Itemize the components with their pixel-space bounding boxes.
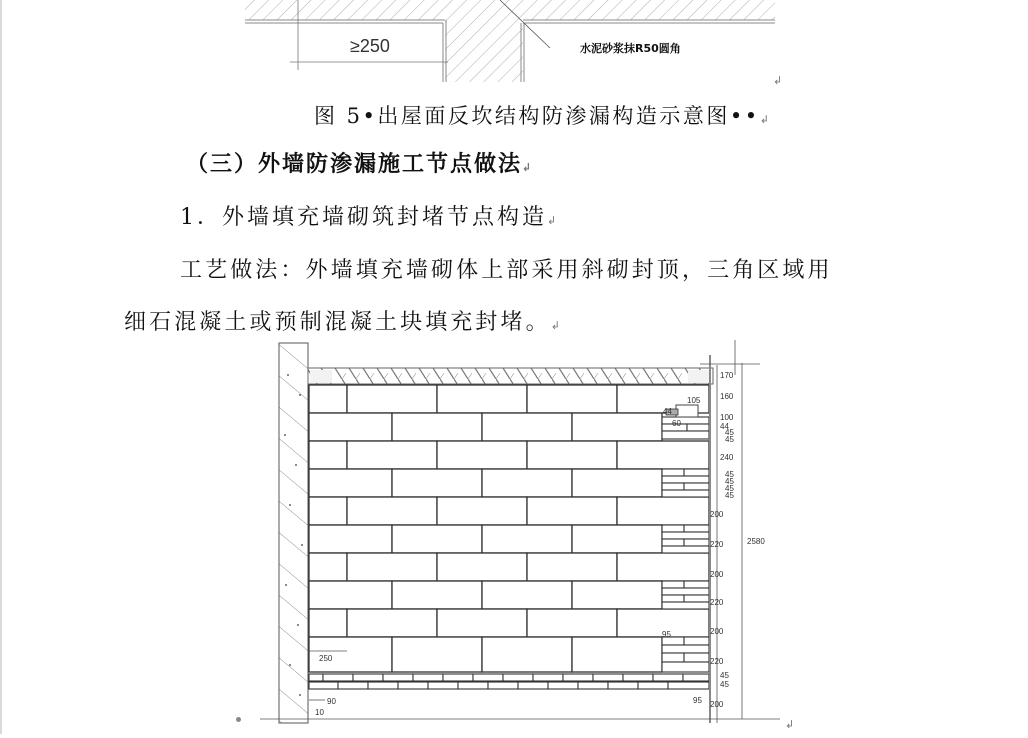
dim-label: 10: [315, 708, 324, 717]
dim-label: 45: [725, 484, 734, 493]
dim-label: 60: [672, 419, 681, 428]
dim-label: 45: [720, 671, 729, 680]
paragraph-mark: ↲: [547, 214, 560, 227]
dim-label: 200: [710, 700, 724, 709]
paragraph-text: 细石混凝土或预制混凝土块填充封堵。: [124, 310, 551, 335]
dim-label: 100: [720, 413, 734, 422]
dim-label: 220: [710, 598, 724, 607]
dim-label: 240: [720, 453, 734, 462]
body-paragraph-line-1: [180, 253, 833, 284]
dim-label: 220: [710, 657, 724, 666]
section-heading: [186, 147, 533, 178]
dim-label: 200: [710, 627, 724, 636]
page-left-edge: [0, 0, 2, 734]
figure-caption: [314, 100, 771, 130]
figure-infill-wall-detail: [230, 335, 810, 734]
dim-label: 220: [710, 540, 724, 549]
paragraph-mark: ↲: [785, 718, 795, 731]
dim-label: 250: [319, 654, 333, 663]
dim-label: 45: [725, 477, 734, 486]
caption-text: 图 5•出屋面反坎结构防渗漏构造示意图••: [314, 104, 760, 128]
dim-label: 105: [687, 396, 701, 405]
dim-label: 44: [720, 422, 729, 431]
dim-label: 45: [720, 680, 729, 689]
paragraph-mark: ↲: [522, 161, 534, 174]
dim-label: 170: [720, 371, 734, 380]
annotation-label: 水泥砂浆抹R50圆角: [580, 42, 681, 55]
bullet-dot: [236, 717, 241, 722]
subsection-heading: [180, 200, 559, 231]
dimension-label: ≥250: [350, 36, 390, 56]
paragraph-mark: ↲: [759, 113, 772, 126]
dim-label: 90: [327, 697, 336, 706]
dim-label: 200: [710, 510, 724, 519]
dim-label: 45: [725, 470, 734, 479]
paragraph-mark: ↲: [773, 74, 783, 87]
paragraph-mark: ↲: [550, 319, 564, 332]
subsection-heading-text: 1．外墙填充墙砌筑封堵节点构造: [180, 205, 547, 230]
dim-label: 45: [725, 491, 734, 500]
dim-label: 95: [693, 696, 702, 705]
dim-label: 95: [662, 630, 671, 639]
total-height-label: 2580: [747, 537, 765, 546]
dim-label: 44: [663, 407, 672, 416]
section-heading-text: （三）外墙防渗漏施工节点做法: [186, 151, 523, 177]
body-paragraph-line-2: [124, 305, 563, 336]
dim-label: 45: [725, 435, 734, 444]
dim-label: 45: [725, 428, 734, 437]
paragraph-text: 工艺做法：外墙填充墙砌体上部采用斜砌封顶，三角区域用: [180, 258, 833, 283]
dim-label: 160: [720, 392, 734, 401]
figure-parapet-detail: [240, 0, 800, 90]
dim-label: 200: [710, 570, 724, 579]
